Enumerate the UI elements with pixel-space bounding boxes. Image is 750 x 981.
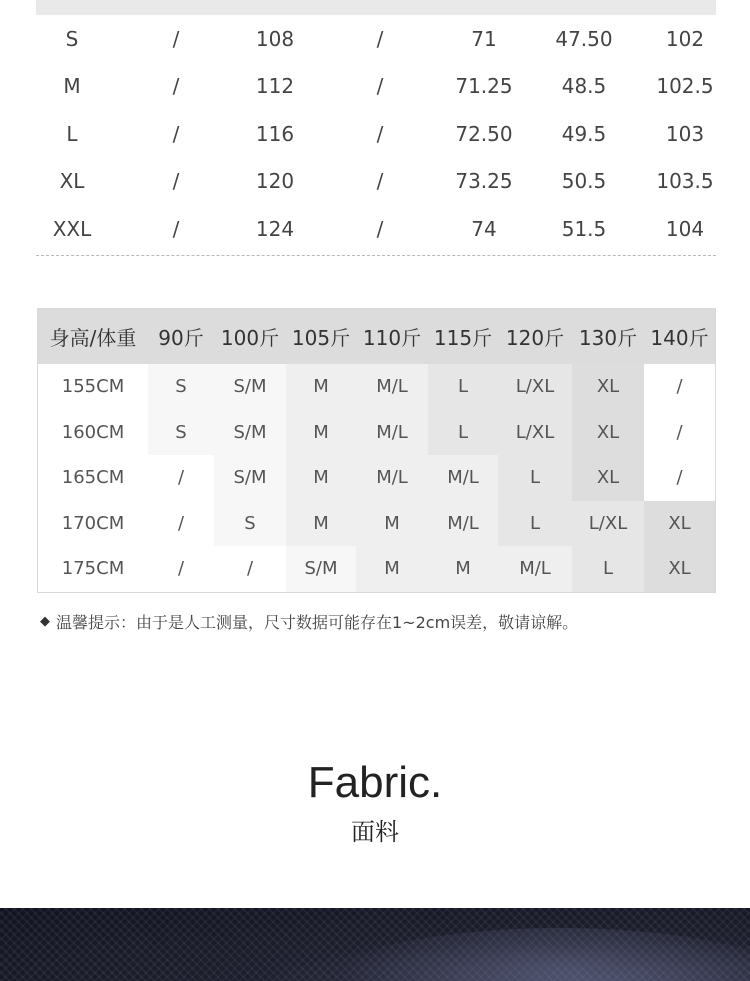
size-label: M	[63, 74, 81, 99]
table-cell: /	[172, 216, 180, 241]
height-label: 155CM	[38, 364, 148, 410]
table-cell: 71	[471, 26, 497, 51]
height-label: 175CM	[38, 546, 148, 592]
table-cell: M/L	[356, 410, 428, 456]
table-cell: XL	[572, 455, 644, 501]
table-cell: 104	[665, 216, 705, 241]
table-cell: 50.5	[561, 169, 607, 194]
table-cell: M	[428, 546, 498, 592]
table-cell: S/M	[214, 455, 286, 501]
tip-text: 温馨提示：由于是人工测量，尺寸数据可能存在1~2cm误差，敬请谅解。	[56, 613, 579, 632]
table-cell: 103	[665, 121, 705, 146]
fabric-title-cn: 面料	[351, 818, 399, 846]
table-cell: XL	[644, 546, 715, 592]
table-cell: /	[148, 546, 214, 592]
table-cell: L	[428, 364, 498, 410]
size-label: L	[66, 121, 78, 146]
table-cell: /	[214, 546, 286, 592]
table-cell: S/M	[214, 410, 286, 456]
table-cell: M	[356, 501, 428, 547]
table-cell: /	[376, 169, 384, 194]
header-weight: 130斤	[578, 326, 638, 350]
table-cell: 102	[665, 26, 705, 51]
table-cell: /	[644, 364, 715, 410]
table-cell: /	[644, 410, 715, 456]
measurement-tip	[40, 610, 578, 633]
table-cell: L	[498, 501, 572, 547]
table-row	[38, 455, 715, 501]
header-weight: 90斤	[158, 326, 204, 350]
table-cell: M	[286, 455, 356, 501]
table-cell: 74	[471, 216, 497, 241]
table-cell: 103.5	[656, 169, 714, 194]
header-weight: 115斤	[433, 326, 493, 350]
table-cell: 102.5	[656, 74, 714, 99]
table-row	[36, 205, 716, 253]
table-cell: M/L	[428, 455, 498, 501]
table-cell: M	[356, 546, 428, 592]
table-row	[36, 110, 716, 158]
table-cell: XL	[572, 410, 644, 456]
table-cell: /	[172, 121, 180, 146]
table-cell: M/L	[498, 546, 572, 592]
table-cell: /	[644, 455, 715, 501]
size-chart-header	[36, 0, 716, 15]
table-cell: /	[148, 455, 214, 501]
size-chart-table	[36, 0, 716, 253]
table-cell: 116	[255, 121, 295, 146]
table-cell: M/L	[356, 455, 428, 501]
size-reference-table	[37, 308, 716, 593]
height-label: 170CM	[38, 501, 148, 547]
table-cell: S/M	[286, 546, 356, 592]
table-row	[36, 15, 716, 63]
header-height-weight: 身高/体重	[49, 326, 137, 350]
table-cell: /	[376, 26, 384, 51]
dashed-divider	[36, 255, 716, 256]
table-cell: L	[428, 410, 498, 456]
size-label: XL	[59, 169, 85, 194]
reference-header-row	[38, 309, 715, 364]
table-row	[38, 501, 715, 547]
table-cell: L/XL	[498, 364, 572, 410]
table-row	[38, 410, 715, 456]
table-cell: S	[214, 501, 286, 547]
table-cell: 112	[255, 74, 295, 99]
table-row	[38, 546, 715, 592]
table-cell: M	[286, 501, 356, 547]
table-cell: XL	[644, 501, 715, 547]
table-cell: S/M	[214, 364, 286, 410]
diamond-icon: ◆	[40, 614, 50, 629]
height-label: 165CM	[38, 455, 148, 501]
header-weight: 110斤	[362, 326, 422, 350]
header-weight: 100斤	[220, 326, 280, 350]
table-cell: L	[572, 546, 644, 592]
table-cell: 49.5	[561, 121, 607, 146]
table-cell: 124	[255, 216, 295, 241]
table-cell: M	[286, 364, 356, 410]
table-cell: 72.50	[455, 121, 513, 146]
table-cell: L/XL	[572, 501, 644, 547]
table-row	[36, 63, 716, 111]
fabric-title-en: Fabric.	[307, 758, 443, 807]
table-cell: /	[172, 169, 180, 194]
size-label: XXL	[52, 216, 92, 241]
table-cell: S	[148, 410, 214, 456]
table-cell: /	[376, 74, 384, 99]
table-cell: /	[376, 121, 384, 146]
header-weight: 105斤	[291, 326, 351, 350]
table-cell: 108	[255, 26, 295, 51]
table-cell: /	[172, 26, 180, 51]
table-cell: /	[172, 74, 180, 99]
table-row	[38, 364, 715, 410]
table-row	[36, 158, 716, 206]
fabric-photo	[0, 908, 750, 981]
size-label: S	[65, 26, 79, 51]
height-label: 160CM	[38, 410, 148, 456]
table-cell: 71.25	[455, 74, 513, 99]
table-cell: XL	[572, 364, 644, 410]
table-cell: 48.5	[561, 74, 607, 99]
table-cell: L/XL	[498, 410, 572, 456]
header-weight: 120斤	[505, 326, 565, 350]
table-cell: 120	[255, 169, 295, 194]
table-cell: 73.25	[455, 169, 513, 194]
table-cell: 47.50	[555, 26, 613, 51]
table-cell: M	[286, 410, 356, 456]
table-cell: /	[148, 501, 214, 547]
table-cell: /	[376, 216, 384, 241]
table-cell: L	[498, 455, 572, 501]
table-cell: M/L	[428, 501, 498, 547]
table-cell: 51.5	[561, 216, 607, 241]
table-cell: S	[148, 364, 214, 410]
table-cell: M/L	[356, 364, 428, 410]
header-weight: 140斤	[650, 326, 709, 350]
